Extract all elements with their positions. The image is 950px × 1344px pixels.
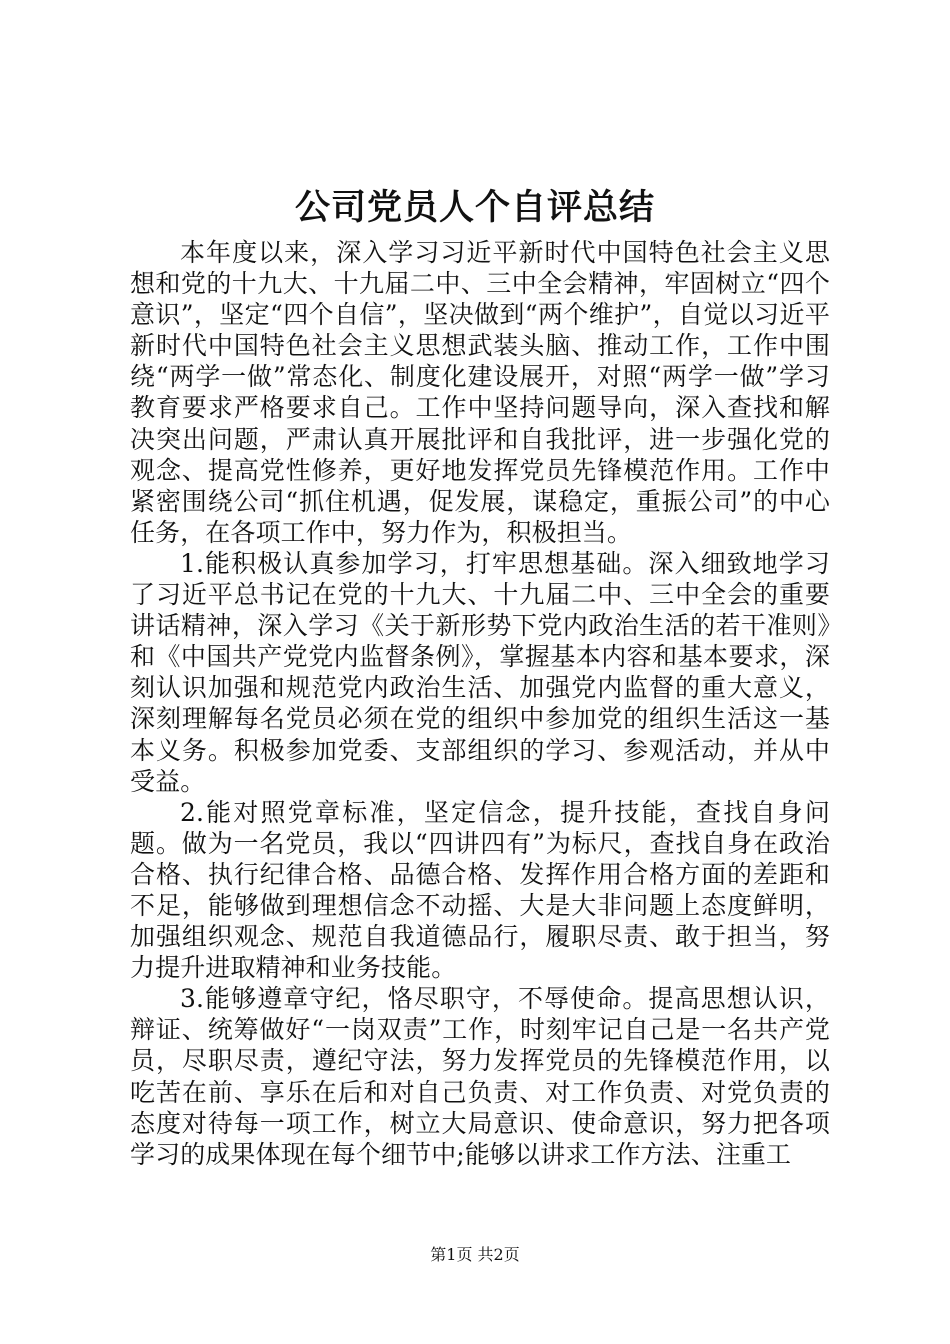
paragraph-intro: 本年度以来，深入学习习近平新时代中国特色社会主义思想和党的十九大、十九届二中、三中全会精神，牢固树立“四个意识”，坚定“四个自信”，坚决做到“两个维护”，自觉以习近平新时代中国特色社会主义思想武装头脑、推动工作，工作中围绕“两学一做”常态化、制度化建设展开，对照“两学一做”学习教育要求严格要求自己。工作中坚持问题导向，深入查找和解决突出问题，严肃认真开展批评和自我批评，进一步强化党的观念、提高党性修养，更好地发挥党员先锋模范作用。工作中紧密围绕公司“抓住机遇，促发展，谋稳定，重振公司”的中心任务，在各项工作中，努力作为，积极担当。 [130,238,830,547]
page-footer: 第1页 共2页 [430,1245,520,1264]
paragraph-item-1: 1.能积极认真参加学习，打牢思想基础。深入细致地学习了习近平总书记在党的十九大、十九届二中、三中全会的重要讲话精神，深入学习《关于新形势下党内政治生活的若干准则》和《中国共产党党内监督条例》，掌握基本内容和基本要求，深刻认识加强和规范党内政治生活、加强党内监督的重大意义，深刻理解每名党员必须在党的组织中参加党的组织生活这一基本义务。积极参加党委、支部组织的学习、参观活动，并从中受益。 [130,548,830,796]
paragraph-item-2: 2.能对照党章标准，坚定信念，提升技能，查找自身问题。做为一名党员，我以“四讲四有”为标尺，查找自身在政治合格、执行纪律合格、品德合格、发挥作用合格方面的差距和不足，能够做到理想信念不动摇、大是大非问题上态度鲜明，加强组织观念、规范自我道德品行，履职尽责、敢于担当，努力提升进取精神和业务技能。 [130,797,830,983]
paragraph-item-3: 3.能够遵章守纪，恪尽职守，不辱使命。提高思想认识，辩证、统筹做好“一岗双责”工作，时刻牢记自己是一名共产党员，尽职尽责，遵纪守法，努力发挥党员的先锋模范作用，以吃苦在前、享乐在后和对自己负责、对工作负责、对党负责的态度对待每一项工作，树立大局意识、使命意识，努力把各项学习的成果体现在每个细节中;能够以讲求工作方法、注重工 [130,984,830,1169]
document-title: 公司党员人个自评总结 [294,187,655,228]
document-body [130,237,830,1170]
